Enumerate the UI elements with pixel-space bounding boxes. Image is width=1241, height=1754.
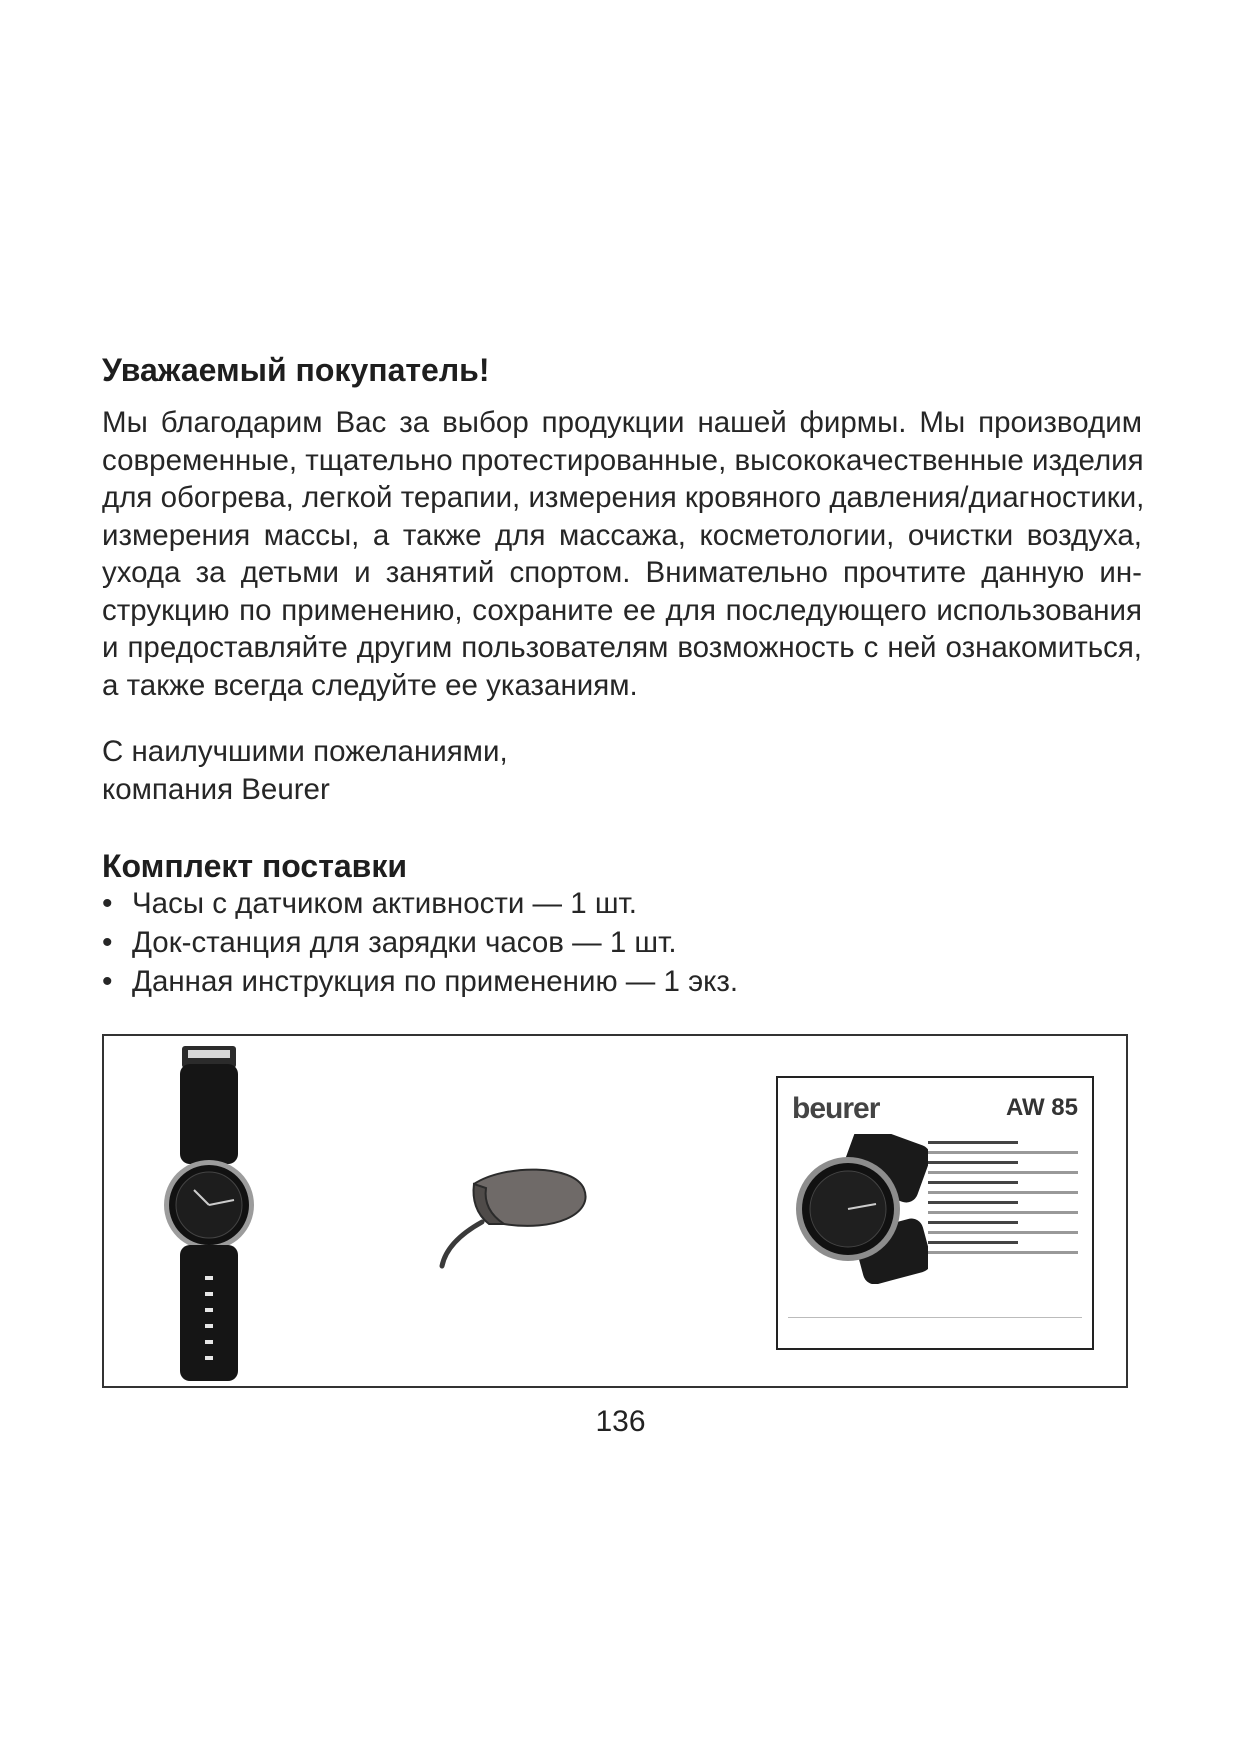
contents-heading: Комплект поставки — [102, 848, 408, 884]
list-item: • Часы с датчиком активности — 1 шт. — [102, 884, 738, 923]
intro-line: современные, тщательно протестированные, высококачественные изделия — [102, 443, 1144, 477]
manual-brand-logo: beurer — [792, 1092, 880, 1125]
charging-dock-illustration — [434, 1154, 604, 1274]
intro-line: и предоставляйте другим пользователям возможность с ней ознакомиться, — [102, 631, 1142, 664]
instruction-manual-cover — [776, 1076, 1094, 1350]
intro-line: измерения массы, а также для массажа, косметологии, очистки воздуха, — [102, 518, 1142, 552]
manual-language-list — [928, 1134, 1078, 1261]
intro-line: ухода за детьми и занятий спортом. Внимательно прочтите данную ин- — [102, 556, 1142, 589]
page-number: 136 — [595, 1405, 646, 1438]
signoff — [102, 733, 1142, 808]
list-item: • Данная инструкция по применению — 1 экз. — [102, 962, 738, 1001]
manual-watch-image — [788, 1134, 928, 1284]
intro-line: Мы благодарим Вас за выбор продукции нашей фирмы. Мы производим — [102, 406, 1142, 439]
manual-footer — [788, 1317, 1082, 1336]
manual-model: AW 85 — [1005, 1094, 1078, 1121]
contents-list — [102, 884, 738, 1001]
intro-line: для обогрева, легкой терапии, измерения кровяного давления/диагностики, — [102, 481, 1145, 514]
intro-line: струкцию по применению, сохраните ее для последующего использования — [102, 593, 1142, 627]
intro-paragraph — [102, 404, 1145, 704]
package-contents-figure — [102, 1034, 1128, 1388]
signoff-company: компания Beurer — [102, 772, 330, 806]
list-item: • Док-станция для зарядки часов — 1 шт. — [102, 923, 738, 962]
intro-line: а также всегда следуйте ее указаниям. — [102, 668, 638, 702]
watch-illustration — [164, 1040, 254, 1384]
greeting-heading: Уважаемый покупатель! — [102, 352, 490, 388]
signoff-line: С наилучшими пожеланиями, — [102, 735, 508, 768]
